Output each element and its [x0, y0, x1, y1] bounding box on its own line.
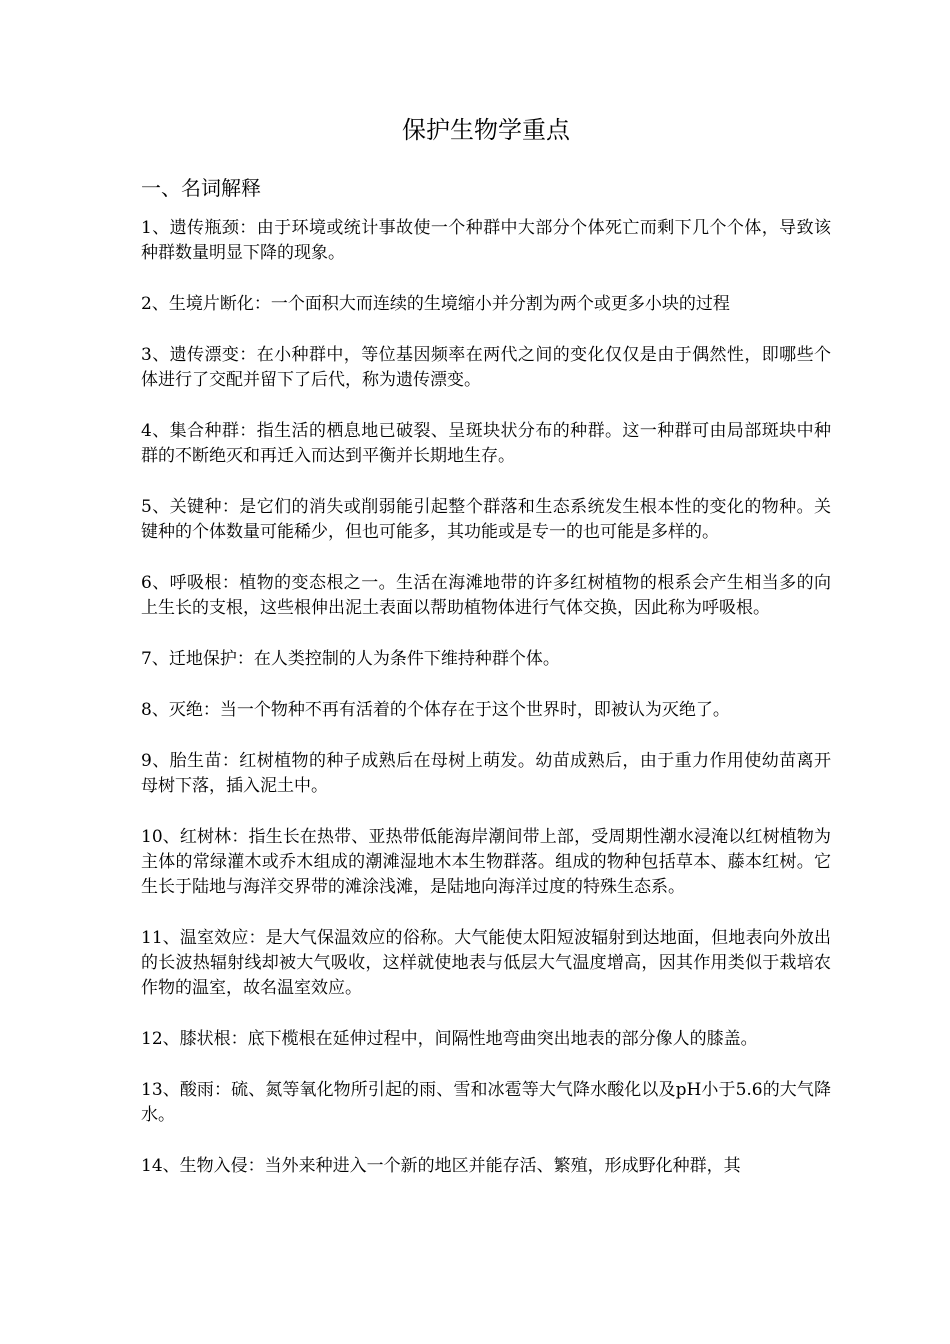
section-heading: 一、名词解释 — [141, 176, 261, 200]
term-definition: 1、遗传瓶颈：由于环境或统计事故使一个种群中大部分个体死亡而剩下几个个体，导致该种群数量明显下降的现象。 — [141, 218, 831, 263]
term-definition: 4、集合种群：指生活的栖息地已破裂、呈斑块状分布的种群。这一种群可由局部斑块中种群的不断绝灭和再迁入而达到平衡并长期地生存。 — [141, 421, 831, 466]
term-definition: 13、酸雨：硫、氮等氧化物所引起的雨、雪和冰雹等大气降水酸化以及pH小于5.6的大气降水。 — [141, 1080, 831, 1125]
document-page — [141, 110, 831, 1205]
term-definition: 11、温室效应：是大气保温效应的俗称。大气能使太阳短波辐射到达地面，但地表向外放出的长波热辐射线却被大气吸收，这样就使地表与低层大气温度增高，因其作用类似于栽培农作物的温室，故名温室效应。 — [141, 928, 831, 998]
term-definition: 2、生境片断化：一个面积大而连续的生境缩小并分割为两个或更多小块的过程 — [141, 294, 730, 314]
term-definition: 10、红树林：指生长在热带、亚热带低能海岸潮间带上部，受周期性潮水浸淹以红树植物为主体的常绿灌木或乔木组成的潮滩湿地木本生物群落。组成的物种包括草本、藤本红树。它生长于陆地与海洋交界带的滩涂浅滩，是陆地向海洋过度的特殊生态系。 — [141, 827, 831, 897]
term-definition: 8、灭绝：当一个物种不再有活着的个体存在于这个世界时，即被认为灭绝了。 — [141, 700, 730, 720]
term-definition: 7、迁地保护：在人类控制的人为条件下维持种群个体。 — [141, 649, 560, 669]
term-definition: 12、膝状根：底下榄根在延伸过程中，间隔性地弯曲突出地表的部分像人的膝盖。 — [141, 1029, 758, 1049]
term-definition: 14、生物入侵：当外来种进入一个新的地区并能存活、繁殖，形成野化种群，其 — [141, 1156, 741, 1176]
term-definition: 6、呼吸根：植物的变态根之一。生活在海滩地带的许多红树植物的根系会产生相当多的向上生长的支根，这些根伸出泥土表面以帮助植物体进行气体交换，因此称为呼吸根。 — [141, 573, 831, 618]
document-title: 保护生物学重点 — [402, 116, 570, 144]
term-definition: 5、关键种：是它们的消失或削弱能引起整个群落和生态系统发生根本性的变化的物种。关键种的个体数量可能稀少，但也可能多，其功能或是专一的也可能是多样的。 — [141, 497, 831, 542]
term-definition: 3、遗传漂变：在小种群中，等位基因频率在两代之间的变化仅仅是由于偶然性，即哪些个体进行了交配并留下了后代，称为遗传漂变。 — [141, 345, 831, 390]
term-definition: 9、胎生苗：红树植物的种子成熟后在母树上萌发。幼苗成熟后，由于重力作用使幼苗离开母树下落，插入泥土中。 — [141, 751, 831, 796]
